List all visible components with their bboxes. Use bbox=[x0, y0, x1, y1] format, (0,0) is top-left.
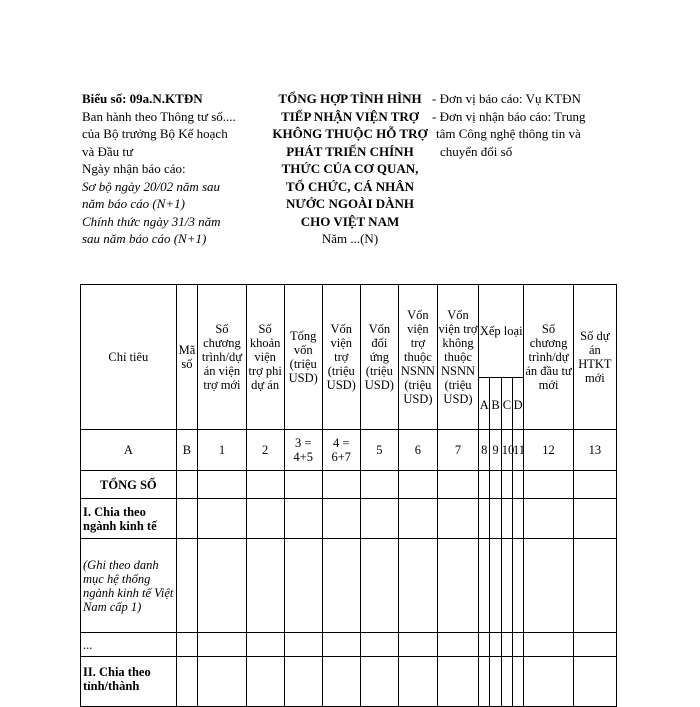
table-row bbox=[81, 471, 617, 499]
title-line-2: TIẾP NHẬN VIỆN TRỢ bbox=[281, 108, 419, 124]
title-line-8: CHO VIỆT NAM bbox=[300, 213, 400, 229]
official-date-line-1: Chính thức ngày 31/3 năm bbox=[82, 213, 221, 229]
receiving-unit-line-1: - Đơn vị nhận báo cáo: Trung bbox=[432, 108, 586, 124]
receiving-unit-line-2: tâm Công nghệ thông tin và bbox=[436, 126, 581, 141]
title-line-7: NƯỚC NGOÀI DÀNH bbox=[285, 196, 415, 211]
table-row bbox=[81, 657, 617, 707]
col-number: 9 bbox=[490, 430, 501, 471]
official-date-line-2: sau năm báo cáo (N+1) bbox=[82, 231, 207, 246]
row-sector-note: (Ghi theo danh mục hệ thống ngành kinh tế Việt Nam cấp 1) bbox=[81, 539, 177, 633]
title-line-3: KHÔNG THUỘC HỖ TRỢ bbox=[272, 126, 428, 141]
col-number: 8 bbox=[479, 430, 490, 471]
row-by-province-label: II. Chia theo tỉnh/thành bbox=[81, 657, 177, 707]
report-header-right bbox=[432, 90, 622, 160]
col-header-code: Mã số bbox=[176, 285, 198, 430]
issued-by-line-2: của Bộ trưởng Bộ Kế hoạch bbox=[82, 126, 228, 141]
col-header-rank-c: C bbox=[501, 378, 512, 430]
row-total-label: TỔNG SỐ bbox=[81, 471, 177, 499]
title-line-6: TỔ CHỨC, CÁ NHÂN bbox=[285, 178, 415, 194]
col-number: 1 bbox=[198, 430, 246, 471]
report-header-left bbox=[82, 90, 257, 248]
column-number-row bbox=[81, 430, 617, 471]
col-header-rank-b: B bbox=[490, 378, 501, 430]
col-header-counterpart-capital: Vốn đối ứng (triệu USD) bbox=[360, 285, 398, 430]
title-line-4: PHÁT TRIỂN CHÍNH bbox=[286, 143, 414, 159]
table-row bbox=[81, 499, 617, 539]
col-number: 2 bbox=[246, 430, 284, 471]
title-line-1: TỔNG HỢP TÌNH HÌNH bbox=[278, 91, 422, 106]
col-header-rank-a: A bbox=[479, 378, 490, 430]
report-table bbox=[80, 284, 617, 707]
table-row bbox=[81, 539, 617, 633]
col-header-rank: Xếp loại bbox=[479, 285, 524, 378]
preliminary-date-line-2: năm báo cáo (N+1) bbox=[82, 196, 186, 211]
col-header-new-investment: Số chương trình/dự án đầu tư mới bbox=[524, 285, 573, 430]
col-header-new-tech-assistance: Số dự án HTKT mới bbox=[573, 285, 616, 430]
form-code: Biểu số: 09a.N.KTĐN bbox=[82, 91, 203, 106]
report-year: Năm ...(N) bbox=[321, 231, 379, 246]
col-number: 10 bbox=[501, 430, 512, 471]
col-number: A bbox=[81, 430, 177, 471]
title-line-5: THỨC CỦA CƠ QUAN, bbox=[281, 161, 419, 176]
row-ellipsis: ... bbox=[81, 633, 177, 657]
report-title bbox=[256, 90, 444, 248]
col-number: 11 bbox=[513, 430, 524, 471]
col-number: 12 bbox=[524, 430, 573, 471]
col-header-aid-capital: Vốn viện trợ (triệu USD) bbox=[322, 285, 360, 430]
col-header-indicator: Chỉ tiêu bbox=[81, 285, 177, 430]
receiving-unit-line-3: chuyển đổi số bbox=[440, 143, 513, 159]
issued-by-line-3: và Đầu tư bbox=[82, 143, 134, 159]
issued-by-line-1: Ban hành theo Thông tư số.... bbox=[82, 108, 236, 124]
col-number: 6 bbox=[398, 430, 437, 471]
col-header-new-programs: Số chương trình/dự án viện trợ mới bbox=[198, 285, 246, 430]
col-header-state-budget-aid: Vốn viện trợ thuộc NSNN (triệu USD) bbox=[398, 285, 437, 430]
col-number: B bbox=[176, 430, 198, 471]
col-number: 13 bbox=[573, 430, 616, 471]
row-by-sector-label: I. Chia theo ngành kinh tế bbox=[81, 499, 177, 539]
col-number: 3 = 4+5 bbox=[284, 430, 322, 471]
table-row bbox=[81, 633, 617, 657]
col-number: 7 bbox=[437, 430, 478, 471]
col-header-total-capital: Tổng vốn (triệu USD) bbox=[284, 285, 322, 430]
col-number: 4 = 6+7 bbox=[322, 430, 360, 471]
table-header-row bbox=[81, 285, 617, 378]
col-header-rank-d: D bbox=[513, 378, 524, 430]
col-header-non-project-aid: Số khoản viện trợ phi dự án bbox=[246, 285, 284, 430]
receive-date-label: Ngày nhận báo cáo: bbox=[82, 161, 186, 176]
preliminary-date-line-1: Sơ bộ ngày 20/02 năm sau bbox=[82, 178, 221, 194]
col-number: 5 bbox=[360, 430, 398, 471]
reporting-unit: - Đơn vị báo cáo: Vụ KTĐN bbox=[432, 91, 581, 106]
col-header-non-state-budget-aid: Vốn viện trợ không thuộc NSNN (triệu USD) bbox=[437, 285, 478, 430]
